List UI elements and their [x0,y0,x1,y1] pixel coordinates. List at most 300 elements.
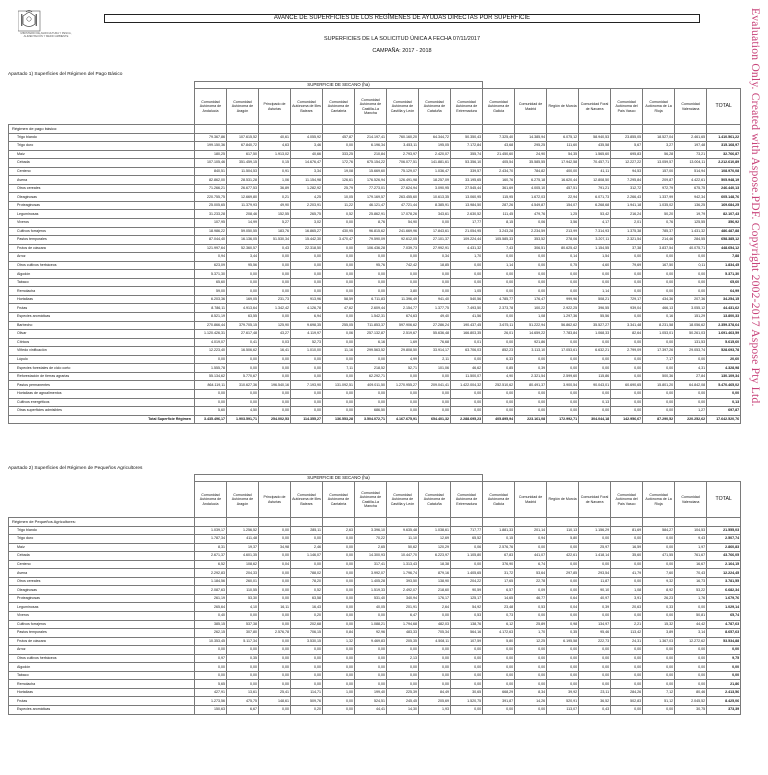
table-cell: 4.913,64 [227,304,259,313]
table-cell: 2,64 [419,603,451,612]
table-row [9,372,741,381]
table-cell: 1.156,29 [579,526,611,535]
table-cell: 864.119,11 [195,381,227,390]
column-header: Comunidad Autónoma de Galicia [483,482,515,518]
table-cell: 5,67 [611,142,643,151]
table-cell: 1,00 [323,688,355,697]
table-cell: 18,85 [419,261,451,270]
table-cell: 270.866,44 [195,321,227,330]
table-cell: 0,00 [387,407,419,416]
table-cell: 204,33 [227,569,259,578]
table-cell: 77.273,01 [355,184,387,193]
table-row [9,142,741,151]
table-cell: 668,29 [483,688,515,697]
table-cell: 65,60 [707,278,741,287]
table-row [9,338,741,347]
table-cell: 3,44 [227,253,259,262]
column-header: TOTAL [707,89,741,125]
table-cell: 0,00 [419,398,451,407]
table-cell: 17.942,58 [547,159,579,168]
table-cell: 0,00 [675,270,707,279]
table-cell: 509,76 [291,697,323,706]
table-cell: 1.565,60 [579,150,611,159]
table-cell: 10.447,70 [387,552,419,561]
table-cell: 0,00 [227,287,259,296]
table-cell: 0,00 [291,253,323,262]
table-cell: 107.105,46 [195,159,227,168]
table-cell: 126,61 [323,176,355,185]
table-cell: 1.941,18 [611,201,643,210]
table-cell: 2.359.378,64 [707,321,741,330]
table-cell: 0,04 [259,560,291,569]
table-cell: 29.808,50 [387,347,419,356]
section2-title: Apartado 2) Superficies del Régimen de Pequeños Agricultores [8,466,143,471]
table-row [9,347,741,356]
table-cell: 2.461,65 [675,133,707,142]
table-cell: 1,97 [675,543,707,552]
table-cell: 0,00 [323,680,355,689]
table-cell: 0,00 [259,706,291,715]
table-row [9,603,741,612]
table-cell: 430,95 [323,227,355,236]
table-cell: 55.636,48 [419,330,451,339]
table-cell: 0,00 [323,372,355,381]
table-cell: 3,34 [291,167,323,176]
table-cell: 0,00 [291,654,323,663]
table-row [9,227,741,236]
table-cell: 0,00 [643,389,675,398]
table-cell: 4.119,97 [291,330,323,339]
table-cell: 92,96 [355,629,387,638]
table-cell: 564,16 [451,629,483,638]
table-cell: 176.526,94 [355,176,387,185]
table-cell: 34,98 [259,543,291,552]
column-header: Comunidad Autónoma de La Rioja [643,89,675,125]
table-cell: 3.470,47 [323,236,355,245]
table-cell: 617,50 [227,150,259,159]
table-cell: 0,00 [259,654,291,663]
table-cell: 19,08 [323,167,355,176]
table-cell: 405,54 [483,159,515,168]
table-cell: 1,54 [579,253,611,262]
table-row [9,646,741,655]
table-cell: 0,00 [579,646,611,655]
table-cell: 0,00 [611,287,643,296]
table-cell: 3,02 [291,219,323,228]
table-cell: 675.154,22 [355,159,387,168]
table-cell: 0,43 [259,244,291,253]
table-cell: 0,00 [483,270,515,279]
table-cell: 0,00 [323,620,355,629]
table-cell: 23,48 [483,603,515,612]
table-cell: 0,00 [291,646,323,655]
row-label: Trigo duro [9,535,195,544]
table-cell: 788,02 [291,569,323,578]
table-cell: 0,00 [579,278,611,287]
table-cell: 126.491,98 [387,176,419,185]
table-cell: 1,14 [483,261,515,270]
table-cell: 44,41 [355,706,387,715]
table-cell: 0,00 [515,654,547,663]
table-cell: 717,77 [451,526,483,535]
table-cell: 11,22 [323,201,355,210]
table-cell: 278,06 [547,236,579,245]
table-cell: 56.862,62 [547,321,579,330]
table-cell: 40.075,71 [675,244,707,253]
table-cell: 0,84 [323,629,355,638]
table-cell: 4.785,77 [483,295,515,304]
table-cell: 3.090,95 [419,184,451,193]
table-cell: 658.385,12 [707,236,741,245]
table-cell: 7.172,84 [451,142,483,151]
table-cell: 213,99 [547,227,579,236]
table-cell: 4.787,63 [707,620,741,629]
table-cell: 0,00 [547,577,579,586]
table-cell: 0,00 [259,594,291,603]
table-row [9,697,741,706]
table-cell: 53,42 [579,210,611,219]
column-header: Comunidad Autónoma de Cantabria [323,89,355,125]
row-label: Tabaco [9,671,195,680]
table-cell: 1.555,78 [195,364,227,373]
table-cell: 169.684,25 [707,201,741,210]
row-label: Pastos permanentes [9,381,195,390]
table-cell: 312,72 [611,184,643,193]
table-cell: 3.396,10 [355,526,387,535]
table-cell: 0,00 [611,270,643,279]
table-cell: 0,00 [355,270,387,279]
table-cell: 157,00 [643,167,675,176]
table-row [9,577,741,586]
table-cell: 16.865,27 [291,227,323,236]
table-cell: 2.087,63 [195,586,227,595]
table-cell: 0,00 [707,671,741,680]
table-cell: 0,00 [291,671,323,680]
row-label: Reforestación de tierras agrarias [9,372,195,381]
table-cell: 0,00 [483,706,515,715]
row-label: Especies forestales de ciclo corto [9,364,195,373]
table-cell: 31.233,28 [195,210,227,219]
table-cell: 51.530,34 [259,236,291,245]
table-row [9,270,741,279]
table-cell: 265,75 [291,210,323,219]
table-cell: 0,11 [675,261,707,270]
total-cell: 1.903.591,71 [227,415,259,424]
table-cell: 379.705,15 [227,321,259,330]
table-cell: 4,25 [291,193,323,202]
table-cell: 0,00 [611,407,643,416]
table-row [9,321,741,330]
table-cell: 0,33 [643,603,675,612]
table-cell: 0,53 [515,603,547,612]
table-row [9,543,741,552]
table-cell: 343,61 [419,210,451,219]
table-cell: 107,95 [195,219,227,228]
table-cell: 1.035,02 [643,201,675,210]
table-cell: 27.545,44 [451,184,483,193]
table-cell: 65,60 [195,278,227,287]
table-cell: 0,00 [483,663,515,672]
table-cell: 1.342,42 [259,304,291,313]
row-label: Arroz [9,253,195,262]
table-cell: 0,00 [451,706,483,715]
row-label: Cultivos forrajeros [9,620,195,629]
table-cell: 1,14 [579,287,611,296]
column-header: Región de Murcia [547,482,579,518]
table-cell: 1,93 [419,706,451,715]
table-cell: 17,77 [451,219,483,228]
table-cell: 5,65 [195,680,227,689]
total-cell: 17.642.520,76 [707,415,741,424]
table-cell: 0,00 [259,389,291,398]
table-cell: 16,59 [611,543,643,552]
table-row [9,688,741,697]
table-cell: 0,00 [259,398,291,407]
table-cell: 4.019,07 [195,338,227,347]
row-label: Remolacha [9,287,195,296]
table-cell: 90,10 [579,586,611,595]
table-cell: 12.272,62 [675,637,707,646]
table-cell: 293,54 [579,569,611,578]
table-cell: 0,52 [291,586,323,595]
row-label: Proteaginosas [9,594,195,603]
table-cell: 1,69 [387,338,419,347]
row-label: Maíz [9,150,195,159]
table-cell: 4.549,87 [515,201,547,210]
table-cell: 0,00 [675,398,707,407]
table-cell: 2.799,09 [611,347,643,356]
table-cell: 0,00 [323,313,355,322]
table-cell: 8.231,58 [643,321,675,330]
table-row [9,620,741,629]
table-cell: 0,00 [675,355,707,364]
table-cell: 0,00 [579,364,611,373]
table-row [9,330,741,339]
table-cell: 208,46 [227,210,259,219]
table-cell: 0,06 [515,219,547,228]
table-cell: 49,40 [419,313,451,322]
table-cell: 0,00 [643,680,675,689]
table-row [9,671,741,680]
table-cell: 3.207,11 [579,236,611,245]
table-cell: 6,47 [387,612,419,621]
table-cell: 0,00 [291,560,323,569]
table-cell: 697,87 [707,407,741,416]
table-cell: 79.367,86 [195,133,227,142]
table-cell: 64.842,08 [675,381,707,390]
table-cell: 261,19 [195,594,227,603]
table-cell: 141.881,61 [419,159,451,168]
table-cell: 2,63 [323,526,355,535]
table-cell: 7.314,93 [579,227,611,236]
table-cell: 1,25 [547,210,579,219]
table-cell: 0,00 [259,535,291,544]
table-row [9,150,741,159]
table-cell: 20,63 [611,603,643,612]
table-cell: 0,00 [515,287,547,296]
table-cell: 0,00 [227,364,259,373]
table-cell: 209,87 [643,176,675,185]
table-cell: 1.881,33 [483,526,515,535]
table-row [9,552,741,561]
table-cell: 20,60 [707,355,741,364]
table-cell: 17.843,61 [419,227,451,236]
table-cell: 0,64 [547,594,579,603]
table-cell: 245,45 [387,697,419,706]
table-cell: 32.766,87 [707,150,741,159]
table-cell: 43,68 [483,142,515,151]
table-cell: 18.527,04 [643,133,675,142]
table-cell: 1.068,33 [579,330,611,339]
table-cell: 306,51 [515,244,547,253]
table-cell: 0,00 [451,270,483,279]
table-cell: 6,57 [483,586,515,595]
table-cell: 1.672,03 [515,193,547,202]
table-cell: 59.050,55 [227,227,259,236]
table-cell: 201,14 [515,526,547,535]
column-header: Comunidad Autónoma de Galicia [483,89,515,125]
table-cell: 791,21 [579,184,611,193]
table-cell: 56,28 [643,150,675,159]
table-cell: 0,94 [195,253,227,262]
table-cell: 0,00 [323,543,355,552]
column-header: Comunidad Autónoma de Castilla-La Mancha [355,482,387,518]
table-cell: 695,83 [611,150,643,159]
table-cell: 53.534,88 [707,637,741,646]
table-cell: 0,00 [323,569,355,578]
table-cell: 0,00 [195,663,227,672]
table-row [9,287,741,296]
table-cell: 1,70 [515,629,547,638]
table-cell: 0,00 [451,646,483,655]
table-cell: 27.101,37 [419,236,451,245]
table-cell: 2.321,54 [611,236,643,245]
table-cell: 0,00 [419,654,451,663]
table-cell: 356,92 [707,219,741,228]
table-cell: 255,05 [323,321,355,330]
table-cell: 22,94 [547,193,579,202]
table-cell: 35.527,27 [579,321,611,330]
table-row [9,560,741,569]
table-cell: 8.786,11 [195,304,227,313]
table-cell: 7,88 [707,253,741,262]
table-cell: 166.803,35 [451,330,483,339]
total-cell: 654.401,32 [419,415,451,424]
table-cell: 0,00 [323,612,355,621]
row-label: Cítricos [9,338,195,347]
table-cell: 50,62 [387,543,419,552]
table-cell: 0,00 [547,270,579,279]
table-cell: 0,00 [323,577,355,586]
table-cell: 172,76 [323,159,355,168]
table-cell: 0,00 [611,398,643,407]
table-cell: 0,00 [579,663,611,672]
table-cell: 706.077,51 [387,159,419,168]
table-cell: 4.005,10 [515,184,547,193]
table-cell: 7,17 [643,355,675,364]
table-cell: 0,00 [643,407,675,416]
table-cell: 75.129,07 [387,167,419,176]
table-cell: 486.487,88 [707,227,741,236]
table-cell: 742,42 [387,261,419,270]
table-cell: 0,00 [547,586,579,595]
table-cell: 0,04 [547,603,579,612]
row-label: Maíz [9,543,195,552]
group-row [9,518,741,527]
table-cell: 0,00 [259,355,291,364]
table-cell: 6.268,68 [579,201,611,210]
column-header: Comunidad Autónoma del País Vasco [611,89,643,125]
table-cell: 113,07 [547,706,579,715]
table-cell: 16.506,62 [227,347,259,356]
table-cell: 29.053,74 [675,347,707,356]
table-cell: 27.286,24 [419,321,451,330]
table-cell: 110,13 [547,526,579,535]
table-cell: 0,00 [547,389,579,398]
table-cell: 11.396,49 [387,295,419,304]
table-row [9,159,741,168]
table-cell: 0,00 [195,646,227,655]
table-cell: 16.620,44 [547,176,579,185]
table-cell: 47,62 [323,304,355,313]
table-cell: 265,64 [195,603,227,612]
table-cell: 84,49 [419,688,451,697]
table-cell: 0,00 [355,398,387,407]
table-cell: 111,60 [547,142,579,151]
table-cell: 0,75 [547,261,579,270]
table-cell: 0,00 [611,364,643,373]
table-cell: 2,01 [611,219,643,228]
table-cell: 6.682,34 [707,586,741,595]
logo-caption: MINISTERIO DE AGRICULTURA Y PESCA, ALIMENTACIÓN Y MEDIO AMBIENTE [20,32,72,39]
total-cell: 405.895,94 [483,415,515,424]
table-row [9,398,741,407]
table-cell: 0,00 [675,654,707,663]
table-cell: 53,30 [227,594,259,603]
table-cell: 6.223,97 [419,552,451,561]
table-cell: 0,00 [483,389,515,398]
table-cell: 15.801,20 [643,381,675,390]
table-row [9,193,741,202]
table-cell: 1.088,21 [355,620,387,629]
table-cell: 28.531,28 [227,176,259,185]
table-cell: 0,53 [451,612,483,621]
table-cell: 0,00 [675,389,707,398]
table-cell: 0,15 [483,535,515,544]
table-cell: 6.196,34 [355,142,387,151]
table-cell: 0,00 [323,287,355,296]
table-cell: 351.459,15 [227,159,259,168]
table-cell: 6,74 [515,560,547,569]
table-row [9,526,741,535]
total-cell: 4.167.675,91 [387,415,419,424]
table-row [9,210,741,219]
table-cell: 0,00 [419,663,451,672]
table-cell: 12.808,50 [579,176,611,185]
table-cell: 1.297,36 [547,313,579,322]
column-header: Comunidad Foral de Navarra [579,482,611,518]
table-cell: 0,00 [547,338,579,347]
table-cell: 4,99 [387,355,419,364]
table-cell: 1.053,01 [643,330,675,339]
table-cell: 0,97 [195,654,227,663]
table-cell: 138,76 [451,620,483,629]
table-cell: 3,80 [387,287,419,296]
table-cell: 0,00 [515,407,547,416]
table-cell: 7,43 [483,244,515,253]
table-cell: 216,24 [611,210,643,219]
table-cell: 0,00 [675,603,707,612]
